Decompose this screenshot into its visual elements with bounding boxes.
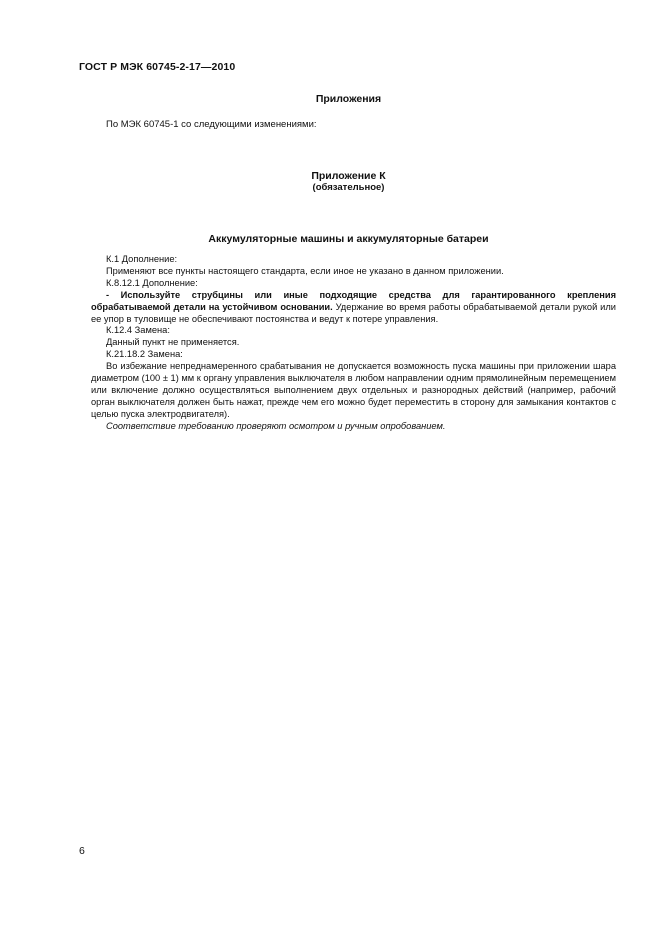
clause-k8-text: Удержание во время работы обрабатываемой детали рукой или ее упор в туловище не обеспечивают постоянства и ведут к потере управления.	[91, 301, 616, 324]
clause-k21-text: Во избежание непреднамеренного срабатывания не допускается возможность пуска машины при приложении шара диаметром (100 ± 1) мм к органу управления выключателя в любом направлении одним прямолинейным перемещением или включение должно осуществляться выполнением двух отдельных и разнородных действий (например, рабочий орган выключателя должен быть нажат, прежде чем его можно будет переместить в сторону для замыкания контактов с целью пуска электродвигателя).	[91, 361, 616, 419]
page-header-standard: ГОСТ Р МЭК 60745-2-17—2010	[79, 61, 236, 73]
page-number: 6	[79, 845, 85, 857]
clause-k12-text: Данный пункт не применяется.	[106, 337, 240, 348]
appendices-intro: По МЭК 60745-1 со следующими изменениями:	[106, 119, 317, 130]
clause-k12-label: К.12.4 Замена:	[106, 325, 170, 336]
clause-k1-label: К.1 Дополнение:	[106, 254, 178, 264]
annex-title: Приложение К	[311, 170, 386, 182]
clause-k21-label: К.21.18.2 Замена:	[106, 349, 183, 360]
annex-body	[91, 254, 616, 433]
annex-heading: Аккумуляторные машины и аккумуляторные батареи	[208, 233, 489, 245]
clause-k8-label: К.8.12.1 Дополнение:	[106, 277, 198, 288]
clause-k1-text: Применяют все пункты настоящего стандарта, если иное не указано в данном приложении.	[106, 265, 504, 276]
clause-k8-paragraph	[91, 290, 616, 326]
clause-k8-warning: - Используйте струбцины или иные подходящие средства для гарантированного крепления обрабатываемой детали на устойчивом основании.	[91, 289, 616, 312]
annex-status: (обязательное)	[312, 182, 385, 193]
appendices-title: Приложения	[315, 93, 382, 105]
compliance-note: Соответствие требованию проверяют осмотром и ручным опробованием.	[106, 420, 446, 431]
